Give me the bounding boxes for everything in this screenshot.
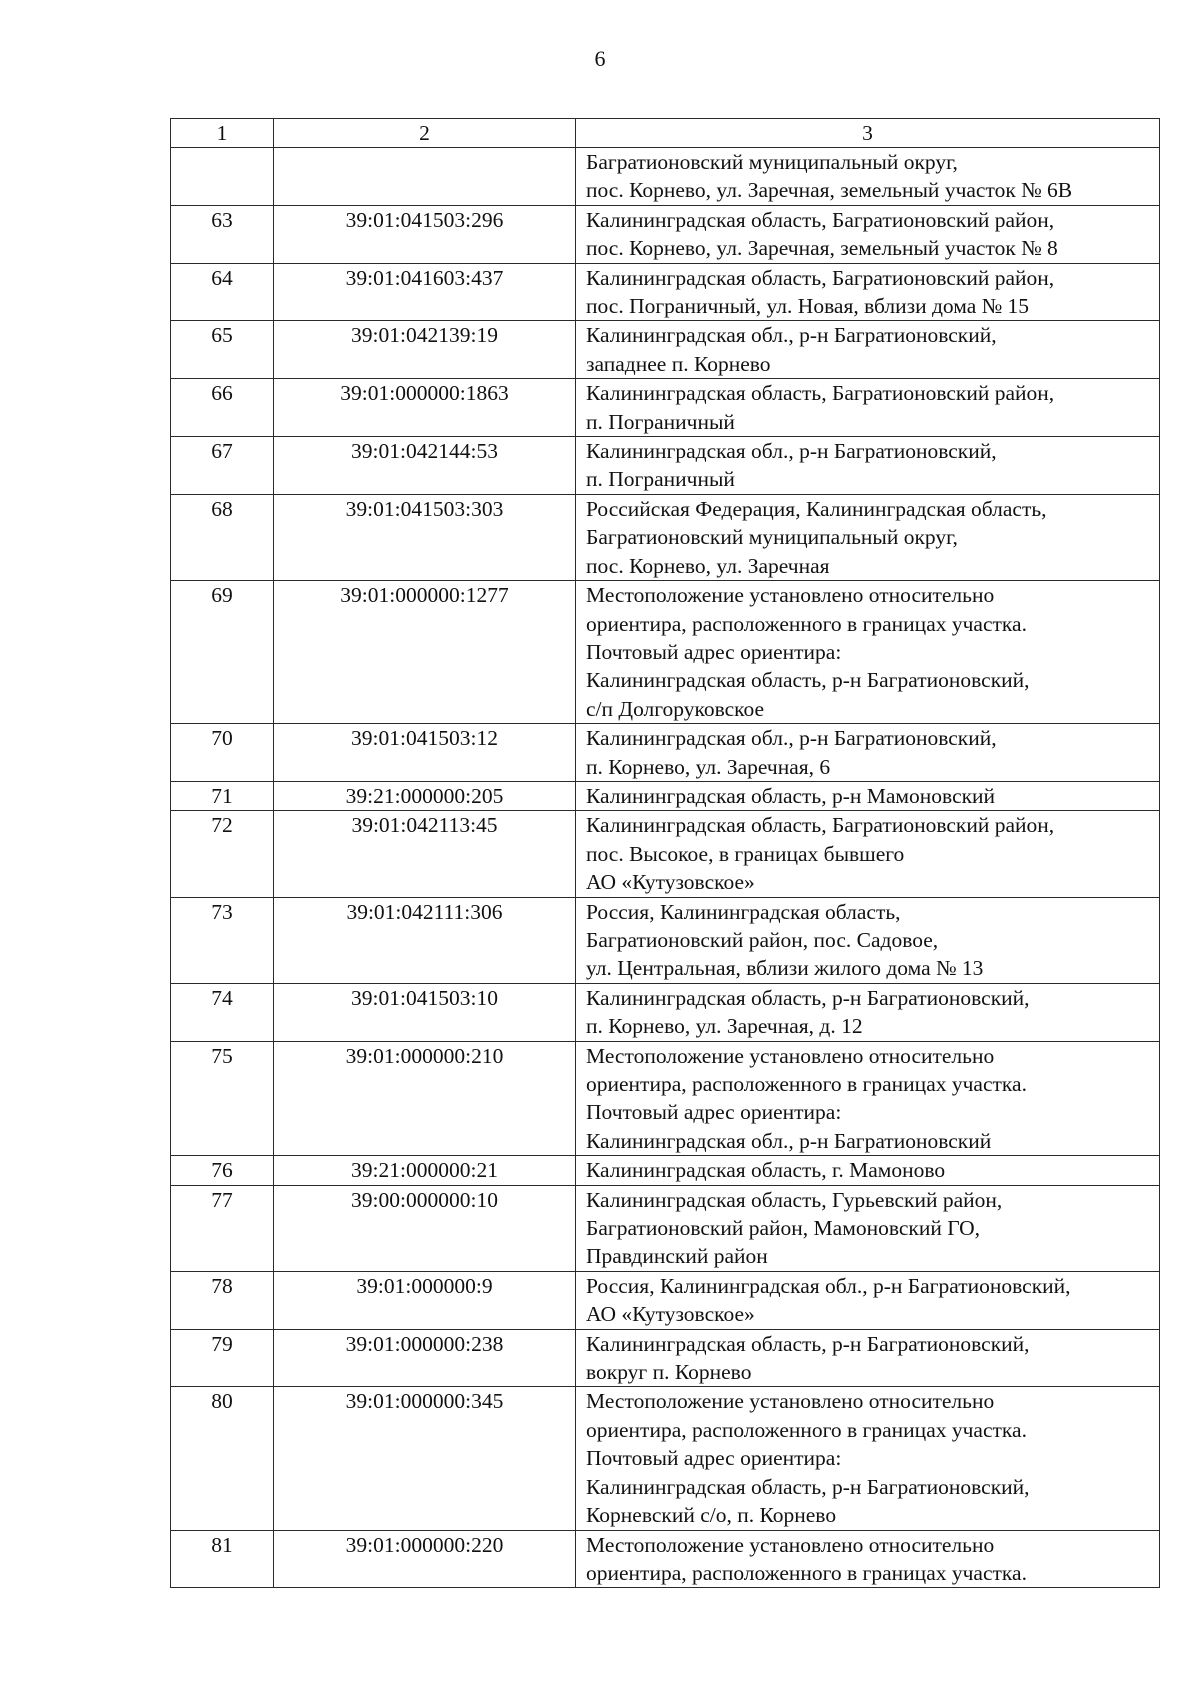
location-line: Калининградская область, Багратионовский район, <box>586 381 1055 406</box>
location-line: пос. Пограничный, ул. Новая, вблизи дома № 15 <box>586 294 1030 319</box>
plot-location <box>576 1329 1160 1387</box>
table-row <box>171 263 1160 321</box>
plot-location <box>576 1156 1160 1185</box>
table-body <box>171 148 1160 1588</box>
location-line: Россия, Калининградская область, <box>586 899 901 924</box>
table-row <box>171 1387 1160 1530</box>
location-line: Почтовый адрес ориентира: <box>586 1446 842 1471</box>
plot-location <box>576 379 1160 437</box>
cadastral-number: 39:01:000000:1277 <box>274 581 576 724</box>
location-line: Калининградская обл., р-н Багратионовский, <box>586 439 997 464</box>
location-line: п. Пограничный <box>586 467 735 492</box>
plot-location <box>576 494 1160 580</box>
cadastral-number: 39:21:000000:205 <box>274 781 576 810</box>
cadastral-number: 39:01:000000:1863 <box>274 379 576 437</box>
row-number: 79 <box>171 1329 274 1387</box>
row-number: 70 <box>171 724 274 782</box>
plot-location <box>576 437 1160 495</box>
row-number: 73 <box>171 897 274 983</box>
land-plot-table <box>170 118 1160 1588</box>
column-header-address: 3 <box>576 119 1160 148</box>
cadastral-number: 39:01:042111:306 <box>274 897 576 983</box>
location-line: Калининградская область, р-н Багратионовский, <box>586 985 1030 1010</box>
row-number: 71 <box>171 781 274 810</box>
location-line: Багратионовский район, Мамоновский ГО, <box>586 1216 981 1241</box>
location-line: пос. Высокое, в границах бывшего <box>586 841 905 866</box>
column-header-cadastral: 2 <box>274 119 576 148</box>
row-number: 77 <box>171 1185 274 1271</box>
cadastral-number: 39:01:000000:210 <box>274 1041 576 1156</box>
location-line: Калининградская область, Гурьевский район, <box>586 1187 1003 1212</box>
row-number: 75 <box>171 1041 274 1156</box>
cadastral-number: 39:01:041603:437 <box>274 263 576 321</box>
cadastral-number: 39:01:000000:345 <box>274 1387 576 1530</box>
cadastral-number: 39:01:041503:10 <box>274 983 576 1041</box>
page-number: 6 <box>594 46 606 71</box>
column-header-number: 1 <box>171 119 274 148</box>
location-line: Почтовый адрес ориентира: <box>586 639 842 664</box>
cadastral-number: 39:01:041503:303 <box>274 494 576 580</box>
location-line: ул. Центральная, вблизи жилого дома № 13 <box>586 956 984 981</box>
location-line: ориентира, расположенного в границах участка. <box>586 611 1027 636</box>
table-row <box>171 724 1160 782</box>
row-number: 68 <box>171 494 274 580</box>
row-number: 72 <box>171 811 274 897</box>
table-row <box>171 494 1160 580</box>
plot-location <box>576 263 1160 321</box>
table-row <box>171 1185 1160 1271</box>
location-line: Калининградская область, р-н Багратионовский, <box>586 668 1030 693</box>
row-number: 67 <box>171 437 274 495</box>
table-row <box>171 581 1160 724</box>
location-line: Правдинский район <box>586 1244 768 1269</box>
location-line: Калининградская область, Багратионовский район, <box>586 265 1055 290</box>
row-number: 78 <box>171 1271 274 1329</box>
row-number: 74 <box>171 983 274 1041</box>
cadastral-number: 39:01:000000:9 <box>274 1271 576 1329</box>
plot-location <box>576 1185 1160 1271</box>
location-line: Калининградская область, Багратионовский район, <box>586 813 1055 838</box>
plot-location <box>576 321 1160 379</box>
location-line: п. Корнево, ул. Заречная, 6 <box>586 754 831 779</box>
location-line: Россия, Калининградская обл., р-н Багратионовский, <box>586 1273 1071 1298</box>
cadastral-number: 39:01:000000:220 <box>274 1530 576 1588</box>
row-number: 69 <box>171 581 274 724</box>
row-number: 65 <box>171 321 274 379</box>
location-line: ориентира, расположенного в границах участка. <box>586 1417 1027 1442</box>
row-number: 66 <box>171 379 274 437</box>
cadastral-number: 39:01:041503:12 <box>274 724 576 782</box>
row-number: 76 <box>171 1156 274 1185</box>
plot-location <box>576 1387 1160 1530</box>
cadastral-number: 39:01:000000:238 <box>274 1329 576 1387</box>
row-number: 80 <box>171 1387 274 1530</box>
table-row <box>171 811 1160 897</box>
plot-location <box>576 148 1160 206</box>
location-line: Багратионовский район, пос. Садовое, <box>586 927 939 952</box>
location-line: ориентира, расположенного в границах участка. <box>586 1560 1027 1585</box>
table-row <box>171 148 1160 206</box>
plot-location <box>576 897 1160 983</box>
plot-location <box>576 581 1160 724</box>
cadastral-number: 39:01:042113:45 <box>274 811 576 897</box>
table-row <box>171 781 1160 810</box>
table-row <box>171 897 1160 983</box>
cadastral-number: 39:21:000000:21 <box>274 1156 576 1185</box>
plot-location <box>576 781 1160 810</box>
cadastral-number: 39:01:042139:19 <box>274 321 576 379</box>
cadastral-number <box>274 148 576 206</box>
table-row <box>171 205 1160 263</box>
location-line: Калининградская область, Багратионовский район, <box>586 207 1055 232</box>
location-line: Местоположение установлено относительно <box>586 583 995 608</box>
location-line: Калининградская обл., р-н Багратионовский, <box>586 726 997 751</box>
cadastral-number: 39:00:000000:10 <box>274 1185 576 1271</box>
location-line: Калининградская область, р-н Мамоновский <box>586 783 996 808</box>
location-line: пос. Корнево, ул. Заречная, земельный участок № 6В <box>586 178 1073 203</box>
location-line: Местоположение установлено относительно <box>586 1532 995 1557</box>
location-line: Калининградская область, р-н Багратионовский, <box>586 1474 1030 1499</box>
location-line: ориентира, расположенного в границах участка. <box>586 1072 1027 1096</box>
table-row <box>171 1271 1160 1329</box>
location-line: вокруг п. Корнево <box>586 1360 752 1385</box>
plot-location <box>576 724 1160 782</box>
location-line: Калининградская область, р-н Багратионовский, <box>586 1331 1030 1356</box>
location-line: Багратионовский муниципальный округ, <box>586 150 958 174</box>
plot-location <box>576 1530 1160 1588</box>
plot-location <box>576 205 1160 263</box>
row-number <box>171 148 274 206</box>
location-line: АО «Кутузовское» <box>586 1302 755 1327</box>
cadastral-number: 39:01:041503:296 <box>274 205 576 263</box>
location-line: пос. Корнево, ул. Заречная, земельный участок № 8 <box>586 236 1058 261</box>
table-row <box>171 1530 1160 1588</box>
location-line: Почтовый адрес ориентира: <box>586 1100 842 1125</box>
location-line: АО «Кутузовское» <box>586 870 755 895</box>
location-line: п. Корнево, ул. Заречная, д. 12 <box>586 1014 863 1039</box>
location-line: Местоположение установлено относительно <box>586 1389 995 1414</box>
location-line: Калининградская обл., р-н Багратионовский, <box>586 323 997 348</box>
plot-location <box>576 811 1160 897</box>
location-line: пос. Корнево, ул. Заречная <box>586 553 830 578</box>
location-line: Багратионовский муниципальный округ, <box>586 525 958 550</box>
location-line: п. Пограничный <box>586 409 735 434</box>
row-number: 64 <box>171 263 274 321</box>
location-line: Российская Федерация, Калининградская область, <box>586 496 1047 521</box>
location-line: Местоположение установлено относительно <box>586 1043 995 1068</box>
location-line: Корневский с/о, п. Корнево <box>586 1503 837 1528</box>
table-row <box>171 437 1160 495</box>
table-row <box>171 379 1160 437</box>
location-line: Калининградская область, г. Мамоново <box>586 1158 946 1183</box>
row-number: 63 <box>171 205 274 263</box>
table-row <box>171 321 1160 379</box>
location-line: западнее п. Корнево <box>586 351 771 376</box>
location-line: с/п Долгоруковское <box>586 696 765 721</box>
table-row <box>171 983 1160 1041</box>
cadastral-number: 39:01:042144:53 <box>274 437 576 495</box>
plot-location <box>576 983 1160 1041</box>
table-row <box>171 1041 1160 1156</box>
location-line: Калининградская обл., р-н Багратионовский <box>586 1128 992 1153</box>
table-row <box>171 1329 1160 1387</box>
table-header-row <box>171 119 1160 148</box>
plot-location <box>576 1041 1160 1156</box>
plot-location <box>576 1271 1160 1329</box>
row-number: 81 <box>171 1530 274 1588</box>
table-row <box>171 1156 1160 1185</box>
